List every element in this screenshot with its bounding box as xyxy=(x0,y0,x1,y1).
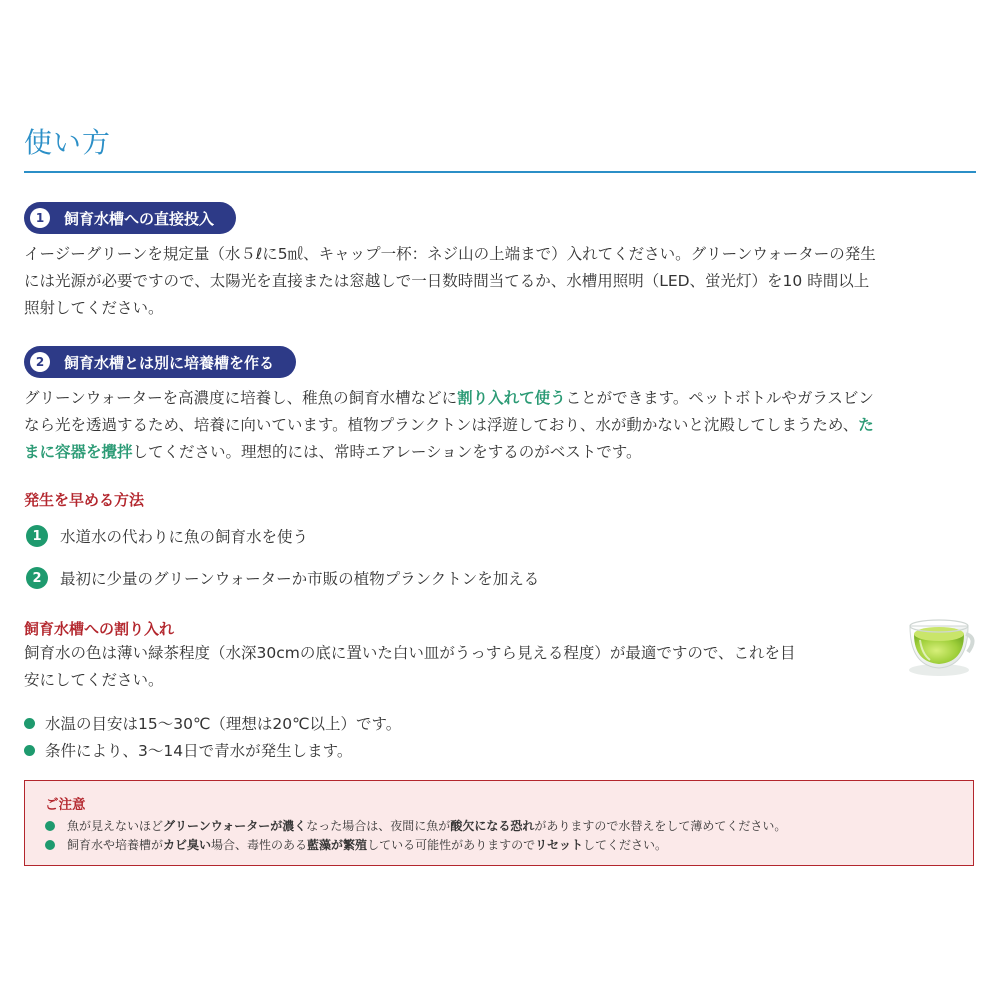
notice-text: 場合、毒性のある xyxy=(211,838,308,852)
section-2-highlight: 割り入れて使う xyxy=(457,389,566,407)
speedup-step xyxy=(26,525,308,547)
bullet-dot xyxy=(24,745,35,756)
dilution-bullet xyxy=(24,712,401,734)
step-number: 1 xyxy=(26,525,48,547)
section-2-line xyxy=(24,439,976,466)
section-2-line xyxy=(24,412,976,439)
section-1-line: には光源が必要ですので、太陽光を直接または窓越しで一日数時間当てるか、水槽用照明（LED、蛍光灯）を10 時間以上 xyxy=(24,272,870,290)
bullet-dot xyxy=(45,840,55,850)
notice-emphasis: 藍藻が繁殖 xyxy=(307,838,368,852)
step-text: 最初に少量のグリーンウォーターか市販の植物プランクトンを加える xyxy=(60,570,540,588)
bullet-dot xyxy=(45,821,55,831)
notice-text: がありますので水替えをして薄めてください。 xyxy=(534,819,787,833)
green-tea-cup-icon xyxy=(902,604,976,678)
notice-emphasis: 酸欠になる恐れ xyxy=(450,819,535,833)
section-1-body xyxy=(24,241,976,322)
section-2-text: なら光を透過するため、培養に向いています。植物プランクトンは浮遊しており、水が動かないと沈殿してしまうため、 xyxy=(24,416,859,434)
section-2-body xyxy=(24,385,976,466)
notice-text: している可能性がありますので xyxy=(367,838,536,852)
dilution-heading: 飼育水槽への割り入れ xyxy=(24,620,175,638)
section-2-text: グリーンウォーターを高濃度に培養し、稚魚の飼育水槽などに xyxy=(24,389,458,407)
title-divider xyxy=(24,171,976,173)
speedup-heading: 発生を早める方法 xyxy=(24,491,145,509)
notice-text: なった場合は、夜間に魚が xyxy=(306,819,451,833)
notice-text: してください。 xyxy=(582,838,667,852)
notice-emphasis: カビ臭い xyxy=(163,838,212,852)
dilution-body xyxy=(24,640,884,694)
notice-item xyxy=(45,836,667,853)
section-2-text: してください。理想的には、常時エアレーションをするのがベストです。 xyxy=(132,443,642,461)
notice-title: ご注意 xyxy=(45,797,86,813)
section-2-title: 飼育水槽とは別に培養槽を作る xyxy=(64,353,275,372)
bullet-dot xyxy=(24,718,35,729)
notice-text: 飼育水や培養槽が xyxy=(67,838,164,852)
speedup-step xyxy=(26,567,539,589)
notice-emphasis: グリーンウォーターが濃く xyxy=(163,819,307,833)
section-2-line xyxy=(24,385,976,412)
section-2-text: ことができます。ペットボトルやガラスビン xyxy=(565,389,874,407)
section-1-number: 1 xyxy=(30,208,50,228)
notice-text: 魚が見えないほど xyxy=(67,819,164,833)
dilution-line: 飼育水の色は薄い緑茶程度（水深30cmの底に置いた白い皿がうっすら見える程度）が最適ですので、これを目 xyxy=(24,644,796,662)
dilution-bullet xyxy=(24,739,352,761)
notice-emphasis: リセット xyxy=(535,838,583,852)
notice-box xyxy=(24,780,974,866)
section-1-line: 照射してください。 xyxy=(24,299,164,317)
step-number: 2 xyxy=(26,567,48,589)
section-2-heading xyxy=(24,346,296,378)
section-2-highlight: た xyxy=(858,416,874,434)
step-text: 水道水の代わりに魚の飼育水を使う xyxy=(60,528,309,546)
section-1-heading xyxy=(24,202,236,234)
section-1-title: 飼育水槽への直接投入 xyxy=(64,209,215,228)
page-title: 使い方 xyxy=(24,126,112,159)
dilution-line: 安にしてください。 xyxy=(24,671,164,689)
bullet-text: 条件により、3〜14日で青水が発生します。 xyxy=(45,742,353,760)
section-2-highlight: まに容器を攪拌 xyxy=(24,443,133,461)
section-1-line: イージーグリーンを規定量（水５ℓに5㎖、キャップ一杯：ネジ山の上端まで）入れてください。グリーンウォーターの発生 xyxy=(24,245,876,263)
notice-item xyxy=(45,817,786,834)
section-2-number: 2 xyxy=(30,352,50,372)
bullet-text: 水温の目安は15〜30℃（理想は20℃以上）です。 xyxy=(45,715,402,733)
